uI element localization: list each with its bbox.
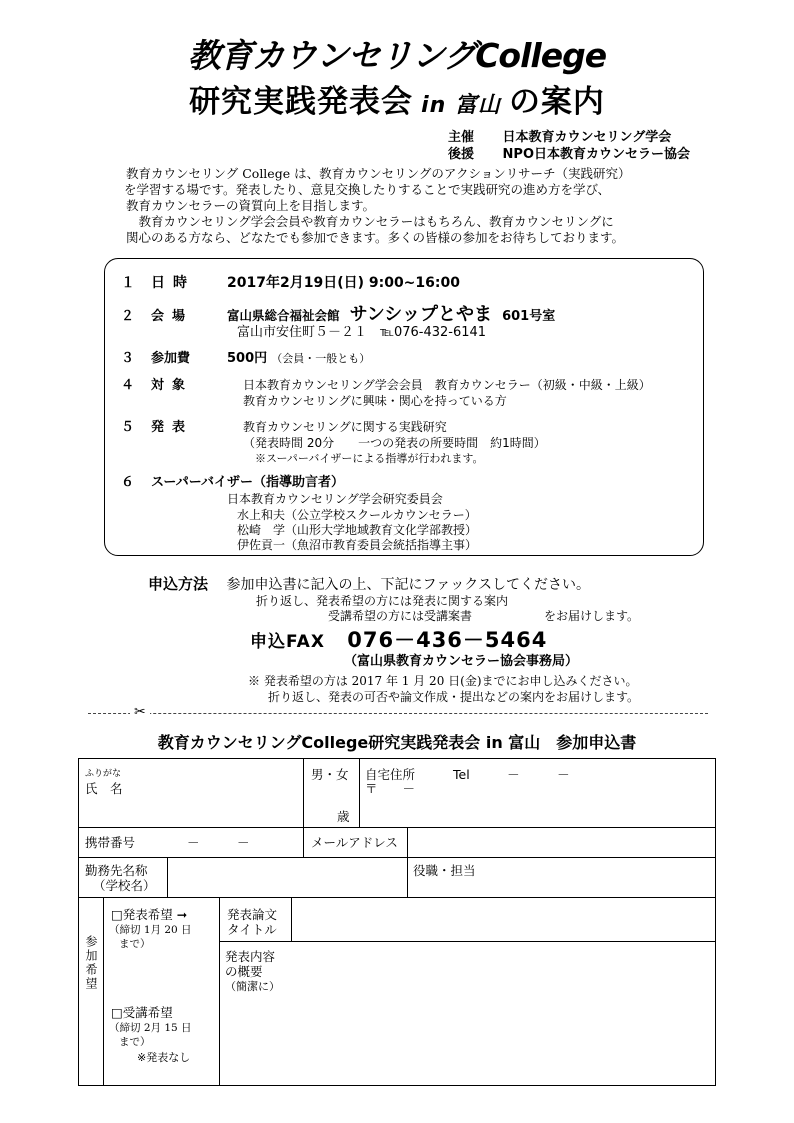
application-note1: ※ 発表希望の方は 2017 年 1 月 20 日(金)までにお申し込みください。 [248,674,638,688]
form-rule [303,759,304,857]
presentation-line3: ※スーパーバイザーによる指導が行われます。 [255,452,484,465]
fax-label: 申込FAX [250,632,325,652]
sponsor-name: 日本教育カウンセリング学会 [502,130,672,145]
fax-office: （富山県教育カウンセラー協会事務局） [344,654,579,669]
target-line2: 教育カウンセリングに興味・関心を持っている方 [243,394,507,408]
form-rule [359,759,360,827]
support-line [448,143,690,162]
supervisor-person: 松崎 学（山形大学地域教育文化学部教授） [237,523,478,537]
presentation-line2: （発表時間 20分 一つの発表の所要時間 約1時間） [243,436,546,450]
postal-field[interactable]: 〒 － [365,781,416,796]
intro-line: 教育カウンセリング学会会員や教育カウンセラーはもちろん、教育カウンセリングに [126,214,614,229]
page-title-line2 [0,76,794,121]
summary-label: 発表内容 [225,949,276,964]
form-rule [79,897,715,898]
detail-target: ４ 対象 日本教育カウンセリング学会会員 教育カウンセラー（初級・中級・上級） [121,378,651,393]
attend-deadline-end: まで） [119,1036,151,1048]
title-event: 研究実践発表会 [189,84,414,120]
age-label: 歳 [337,809,350,824]
supervisor-committee: 日本教育カウンセリング学会研究委員会 [227,492,443,506]
form-title: 教育カウンセリングCollege研究実践発表会 in 富山 参加申込書 [157,733,637,752]
intro-text [126,166,630,246]
form-rule [219,897,220,1085]
sponsor-label: 主催 [448,130,475,145]
form-rule [291,897,292,941]
present-deadline: （締切 1月 20 日 [109,924,192,936]
intro-line: 関心のある方なら、どなたでも参加できます。多くの皆様の参加をお待ちしております。 [126,230,625,245]
fax-number: 076－436－5464 [347,628,548,652]
event-details-box [104,258,704,556]
paper-title-label-2: タイトル [227,922,277,937]
form-rule [167,857,168,897]
detail-presentation: ５ 発表 教育カウンセリングに関する実践研究 [121,420,447,435]
venue-address: 富山市安住町５－２１ ℡076-432-6141 [237,325,487,340]
summary-label-3: （簡潔に） [225,980,280,993]
application-instruction: 申込方法 参加申込書に記入の上、下記にファックスしてください。 [148,575,591,593]
application-line3: 受講希望の方には受講案書 をお届けします。 [328,609,640,623]
participation-wish-label: 参加希望 [84,935,98,991]
form-rule [79,857,715,858]
mobile-field[interactable]: － － [187,835,250,850]
page-title-line1: 教育カウンセリングCollege [187,36,607,75]
present-wish-checkbox[interactable]: □発表希望 ➞ [111,907,188,922]
cut-line [88,713,708,714]
form-rule [103,897,104,1085]
supervisor-person: 伊佐貢一（魚沼市教育委員会統括指導主事） [237,538,478,552]
furigana-label: ふりがな [85,769,122,779]
no-present-note: ※発表なし [137,1051,191,1064]
paper-title-label: 発表論文 [227,907,278,922]
school-label: （学校名） [93,878,156,893]
email-label: メールアドレス [311,835,398,850]
detail-venue: ２ 会場 富山県総合福祉会館 サンシップとやま 601号室 [121,304,556,325]
detail-fee: ３ 参加費 500円 （会員・一般とも） [121,351,371,366]
intro-line: 教育カウンセラーの資質向上を目指します。 [126,198,376,213]
form-rule [407,857,408,897]
attend-deadline: （締切 2月 15 日 [109,1022,192,1034]
title-location: in 富山 [421,93,501,118]
support-name: NPO日本教育カウンセラー協会 [502,147,691,162]
application-form [78,758,716,1086]
application-label: 申込方法 [148,575,209,593]
application-line2: 折り返し、発表希望の方には発表に関する案内 [256,594,509,608]
intro-line: を学習する場です。発表したり、意見交換したりすることで実践研究の進め方を学び、 [124,182,611,197]
scissors-icon: ✂ [130,704,150,720]
name-label: 氏 名 [85,781,123,796]
application-note2: 折り返し、発表の可否や論文作成・提出などの案内をお届けします。 [268,690,640,704]
detail-date: １ 日時 2017年2月19日(日) 9:00~16:00 [121,275,460,291]
detail-supervisor: ６ スーパーバイザー（指導助言者） [121,475,345,490]
title-guide: の案内 [508,84,605,120]
form-rule [79,827,715,828]
position-label: 役職・担当 [413,863,476,878]
intro-line: 教育カウンセリング College は、教育カウンセリングのアクションリサーチ（実践研究） [126,166,631,181]
tel-field[interactable]: Tel － － [453,767,570,782]
form-rule [219,941,715,942]
supervisor-person: 水上和夫（公立学校スクールカウンセラー） [237,508,477,522]
support-label: 後援 [448,147,475,162]
form-rule [407,827,408,857]
attend-wish-checkbox[interactable]: □受講希望 [111,1005,173,1020]
workplace-label: 勤務先名称 [85,863,148,878]
mobile-label: 携帯番号 [85,835,136,850]
summary-label-2: の概要 [225,964,263,979]
present-deadline-end: まで） [119,938,151,950]
gender-field[interactable]: 男・女 [311,767,349,782]
address-label: 自宅住所 [365,767,416,782]
